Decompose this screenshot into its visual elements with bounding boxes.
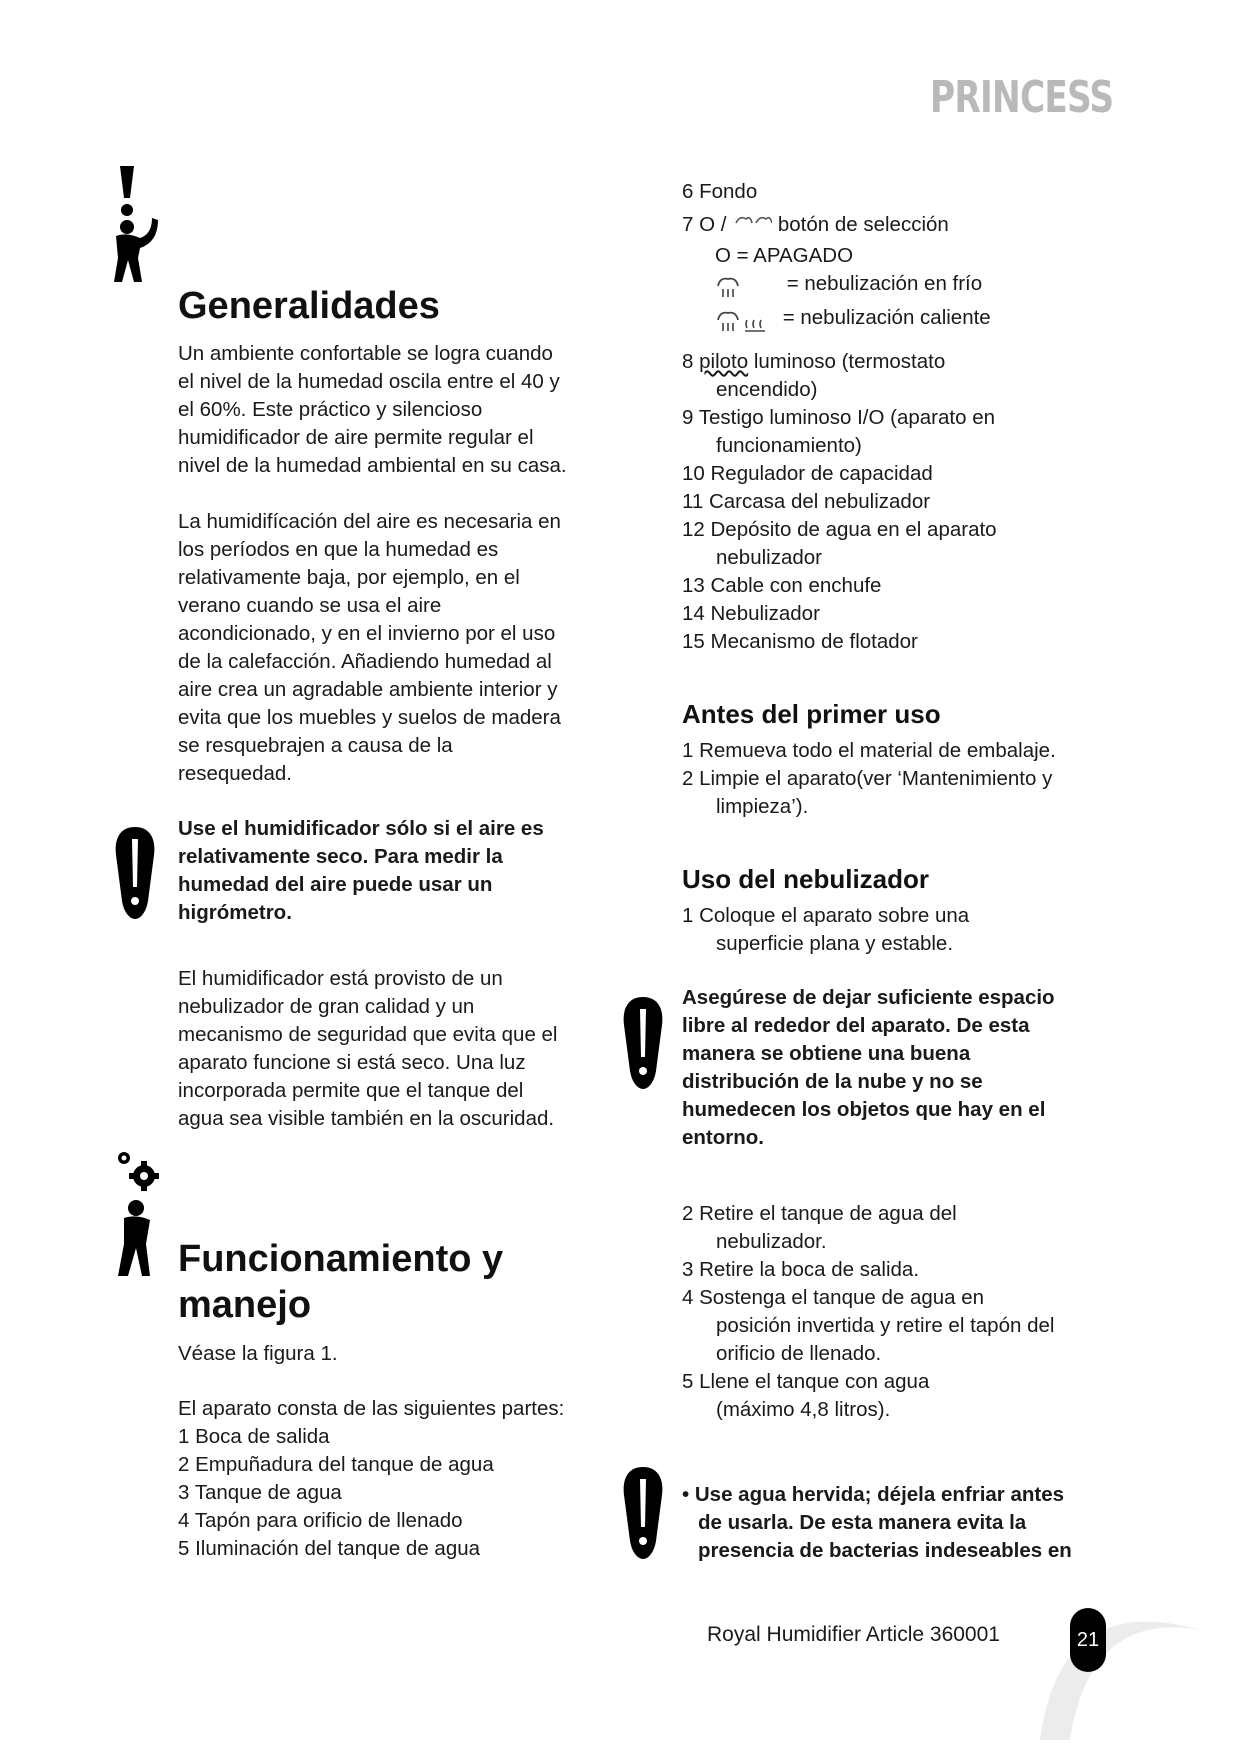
use-steps-more (682, 1200, 1054, 1424)
hot-mist-icon (715, 308, 771, 334)
parts-list-left (178, 1395, 564, 1563)
text-line: Un ambiente confortable se logra cuando (178, 342, 553, 365)
list-item: 5 Iluminación del tanque de agua (178, 1537, 481, 1560)
text-line: el nivel de la humedad oscila entre el 40 y (178, 370, 560, 393)
figure-exclamation-icon (108, 162, 174, 284)
page-number: 21 (1076, 1628, 1100, 1651)
text-line: mecanismo de seguridad que evita que el (178, 1023, 558, 1046)
first-use-steps (682, 737, 1056, 821)
cold-mist-icon (715, 274, 741, 300)
warning-exclamation-icon (112, 825, 158, 923)
list-item: 13 Cable con enchufe (682, 574, 882, 597)
text-line: verano cuando se usa el aire (178, 594, 442, 617)
part8-word: piloto (699, 350, 749, 373)
page-number-badge (1070, 1608, 1106, 1672)
text-line: La humidifícación del aire es necesaria en (178, 510, 561, 533)
logo-text: PRINCESS (930, 72, 1114, 123)
use-step-1 (682, 902, 969, 958)
warning-boiled-water (682, 1481, 1072, 1565)
parts-intro: El aparato consta de las siguientes partes: (178, 1397, 565, 1420)
list-item: 12 Depósito de agua en el aparato (682, 518, 997, 541)
humidification-paragraph (178, 508, 561, 788)
text-line: humidificador de aire permite regular el (178, 426, 534, 449)
text-line: aire crea un agradable ambiente interior y (178, 678, 558, 701)
text-line: de usarla. De esta manera evita la (698, 1511, 1027, 1534)
footer-article: Royal Humidifier Article 360001 (707, 1623, 1000, 1646)
list-item-continuation: nebulizador. (716, 1230, 827, 1253)
part-7 (682, 211, 949, 239)
list-item: 4 Tapón para orificio de llenado (178, 1509, 463, 1532)
list-item-continuation: funcionamiento) (716, 434, 862, 457)
list-item: 1 Boca de salida (178, 1425, 330, 1448)
list-item: 3 Tanque de agua (178, 1481, 342, 1504)
text-line: acondicionado, y en el invierno por el uso (178, 622, 556, 645)
list-item-continuation: (máximo 4,8 litros). (716, 1398, 891, 1421)
text-line: humedad del aire puede usar un (178, 873, 493, 896)
text-line: resequedad. (178, 762, 292, 785)
part7-suffix: botón de selección (777, 213, 949, 236)
part8-rest: luminoso (termostato (753, 350, 946, 373)
mode-cold (715, 270, 982, 300)
list-item-continuation: nebulizador (716, 546, 822, 569)
figure-gears-icon (110, 1148, 172, 1278)
text-line: el 60%. Este práctico y silencioso (178, 398, 483, 421)
part8-continuation: encendido) (716, 378, 818, 401)
list-item: 2 Retire el tanque de agua del (682, 1202, 957, 1225)
list-item: 2 Empuñadura del tanque de agua (178, 1453, 494, 1476)
list-item: 14 Nebulizador (682, 602, 820, 625)
text-line: entorno. (682, 1126, 764, 1149)
list-item: 1 Coloque el aparato sobre una (682, 904, 970, 927)
text-line: humedecen los objetos que hay en el (682, 1098, 1046, 1121)
list-item-continuation: limpieza’). (716, 795, 809, 818)
mode-cold-label: = nebulización en frío (786, 272, 983, 295)
list-item: 1 Remueva todo el material de embalaje. (682, 739, 1056, 762)
text-line: de la calefacción. Añadiendo humedad al (178, 650, 552, 673)
warning-space (682, 984, 1055, 1152)
list-item-continuation: orificio de llenado. (716, 1342, 882, 1365)
text-line: • Use agua hervida; déjela enfriar antes (682, 1483, 1065, 1506)
list-item: 11 Carcasa del nebulizador (682, 490, 931, 513)
mode-hot (715, 304, 991, 334)
text-line: presencia de bacterias indeseables en (698, 1539, 1072, 1562)
text-line: evita que los muebles y suelos de madera (178, 706, 561, 729)
list-item: 9 Testigo luminoso I/O (aparato en (682, 406, 995, 429)
princess-logo (930, 72, 1113, 123)
warning-exclamation-icon (620, 995, 666, 1093)
text-line: manera se obtiene una buena (682, 1042, 971, 1065)
title-line: manejo (178, 1284, 312, 1326)
text-line: los períodos en que la humedad es (178, 538, 499, 561)
list-item: 3 Retire la boca de salida. (682, 1258, 920, 1281)
section-title-antes: Antes del primer uso (682, 699, 941, 729)
parts-list-right (682, 404, 997, 656)
text-line: se resquebrajen a causa de la (178, 734, 453, 757)
text-line: distribución de la nube y no se (682, 1070, 983, 1093)
section-title-uso: Uso del nebulizador (682, 864, 930, 894)
list-item: 4 Sostenga el tanque de agua en (682, 1286, 985, 1309)
list-item: 10 Regulador de capacidad (682, 462, 933, 485)
text-line: agua sea visible también en la oscuridad. (178, 1107, 555, 1130)
list-item: 2 Limpie el aparato(ver ‘Mantenimiento y (682, 767, 1053, 790)
list-item-continuation: superficie plana y estable. (716, 932, 954, 955)
list-item-continuation: posición invertida y retire el tapón del (716, 1314, 1055, 1337)
list-item: 15 Mecanismo de flotador (682, 630, 918, 653)
text-line: nivel de la humedad ambiental en su casa. (178, 454, 567, 477)
text-line: relativamente seco. Para medir la (178, 845, 503, 868)
nebulizer-paragraph (178, 965, 558, 1133)
text-line: nebulizador de gran calidad y un (178, 995, 475, 1018)
text-line: Asegúrese de dejar suficiente espacio (682, 986, 1055, 1009)
mode-off: O = APAGADO (715, 244, 854, 267)
title-line: Funcionamiento y (178, 1238, 504, 1280)
warning-exclamation-icon (620, 1465, 666, 1563)
footer-swoosh (1030, 1590, 1210, 1740)
list-item: 5 Llene el tanque con agua (682, 1370, 930, 1393)
see-figure-text: Véase la figura 1. (178, 1342, 338, 1365)
text-line: libre al rededor del aparato. De esta (682, 1014, 1030, 1037)
text-line: aparato funcione si está seco. Una luz (178, 1051, 526, 1074)
intro-paragraph (178, 340, 567, 480)
warning-dry-air (178, 815, 544, 927)
part-6: 6 Fondo (682, 180, 758, 203)
part8-number: 8 (682, 350, 694, 373)
text-line: higrómetro. (178, 901, 292, 924)
part-8 (682, 348, 945, 404)
text-line: incorporada permite que el tanque del (178, 1079, 524, 1102)
text-line: El humidificador está provisto de un (178, 967, 503, 990)
text-line: relativamente baja, por ejemplo, en el (178, 566, 520, 589)
section-title-generalidades: Generalidades (178, 285, 440, 327)
mist-mode-icons (732, 213, 772, 235)
section-title-funcionamiento (178, 1236, 503, 1328)
part7-prefix: 7 O / (682, 213, 727, 236)
text-line: Use el humidificador sólo si el aire es (178, 817, 544, 840)
mode-hot-label: = nebulización caliente (782, 306, 991, 329)
